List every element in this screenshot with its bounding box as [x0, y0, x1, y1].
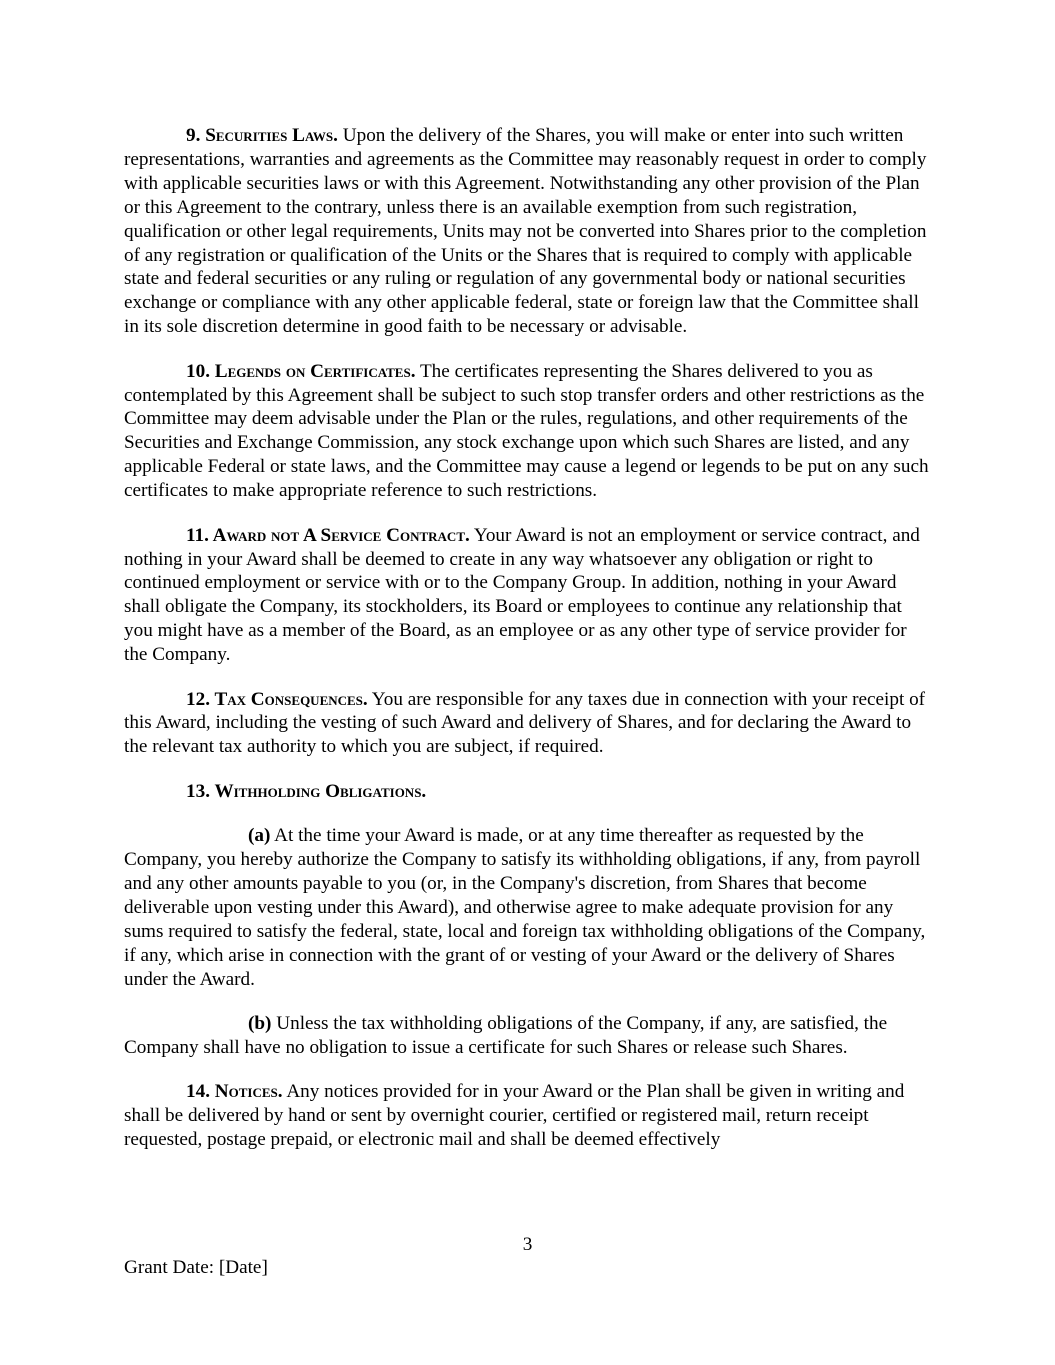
section-12-tax-consequences	[124, 688, 932, 760]
section-13a-label: (a)	[248, 825, 271, 847]
section-11-award-not-service-contract	[124, 524, 932, 667]
section-13b-text: Unless the tax withholding obligations of the Company, if any, are satisfied, the Company shall have no obligation to issue a certificate for such Shares or release such Shares.	[124, 1013, 888, 1058]
section-13-title: Withholding Obligations.	[214, 780, 427, 802]
section-14-text: Any notices provided for in your Award or the Plan shall be given in writing and shall be delivered by hand or sent by overnight courier, certified or registered mail, return receipt requested, postage prepaid, or electronic mail and shall be deemed effectively	[124, 1081, 905, 1151]
section-10-text: The certificates representing the Shares delivered to you as contemplated by this Agreement shall be subject to such stop transfer orders and other restrictions as the Committee may deem advisable under the Plan or the rules, regulations, and other requirements of the Securities and Exchange Commission, any stock exchange upon which such Shares are listed, and any applicable Federal or state laws, and the Committee may cause a legend or legends to be put on any such certificates to make appropriate reference to such restrictions.	[124, 360, 929, 502]
section-14-notices	[124, 1080, 932, 1152]
page-number: 3	[522, 1234, 533, 1255]
section-9-heading	[186, 125, 338, 146]
section-13-heading	[186, 781, 426, 802]
section-10-number: 10.	[186, 360, 215, 382]
section-12-text: You are responsible for any taxes due in connection with your receipt of this Award, including the vesting of such Award and delivery of Shares, and for declaring the Award to the relevant tax authority to which you are subject, if required.	[124, 688, 926, 758]
section-14-title: Notices.	[214, 1081, 283, 1103]
section-9-title: Securities Laws.	[205, 125, 338, 146]
section-14-heading	[186, 1081, 283, 1102]
section-12-heading	[186, 689, 368, 710]
section-9-securities-laws	[124, 124, 932, 339]
section-10-title: Legends on Certificates.	[214, 360, 416, 382]
section-9-text: Upon the delivery of the Shares, you will make or enter into such written representations, warranties and agreements as the Committee may reasonably request in order to comply with applicable securities laws or with this Agreement. Notwithstanding any other provision of the Plan or this Agreement to the contrary, unless there is an available exemption from such registration, qualification or other legal requirements, Units may not be converted into Shares prior to the completion of any registration or qualification of the Units or the Shares that is required to comply with applicable state and federal securities or any ruling or regulation of any governmental body or national securities exchange or compliance with any other applicable federal, state or foreign law that the Committee shall in its sole discretion determine in good faith to be necessary or advisable.	[124, 125, 927, 338]
document-body	[124, 124, 932, 1173]
section-10-legends-on-certificates	[124, 360, 932, 503]
section-11-heading	[186, 525, 470, 546]
section-13-subsection-a	[124, 824, 932, 991]
section-12-number: 12.	[186, 688, 215, 710]
section-14-number: 14.	[186, 1081, 215, 1103]
footer-grant-date: Grant Date: [Date]	[124, 1257, 268, 1278]
section-9-number: 9.	[186, 125, 206, 146]
section-13b-label: (b)	[248, 1013, 272, 1034]
section-13a-text: At the time your Award is made, or at any time thereafter as requested by the Company, you hereby authorize the Company to satisfy its withholding obligations, if any, from payroll and any other amounts payable to you (or, in the Company's discretion, from Shares that become deliverable upon vesting under this Award), and otherwise agree to make adequate provision for any sums required to satisfy the federal, state, local and foreign tax withholding obligations of the Company, if any, which arise in connection with the grant of or vesting of your Award or the delivery of Shares under the Award.	[124, 825, 926, 990]
section-10-heading	[186, 361, 416, 382]
section-13-withholding-obligations	[124, 780, 932, 804]
section-13-number: 13.	[186, 780, 215, 802]
section-11-title: Award not A Service Contract.	[212, 524, 470, 546]
section-13-subsection-b	[124, 1012, 932, 1060]
section-11-number: 11.	[186, 524, 213, 546]
section-11-text: Your Award is not an employment or service contract, and nothing in your Award shall be deemed to create in any way whatsoever any obligation or right to continued employment or service with or to the Company Group. In addition, nothing in your Award shall obligate the Company, its stockholders, its Board or employees to continue any relationship that you might have as a member of the Board, as an employee or as any other type of service provider for the Company.	[124, 524, 920, 666]
section-12-title: Tax Consequences.	[214, 688, 368, 710]
